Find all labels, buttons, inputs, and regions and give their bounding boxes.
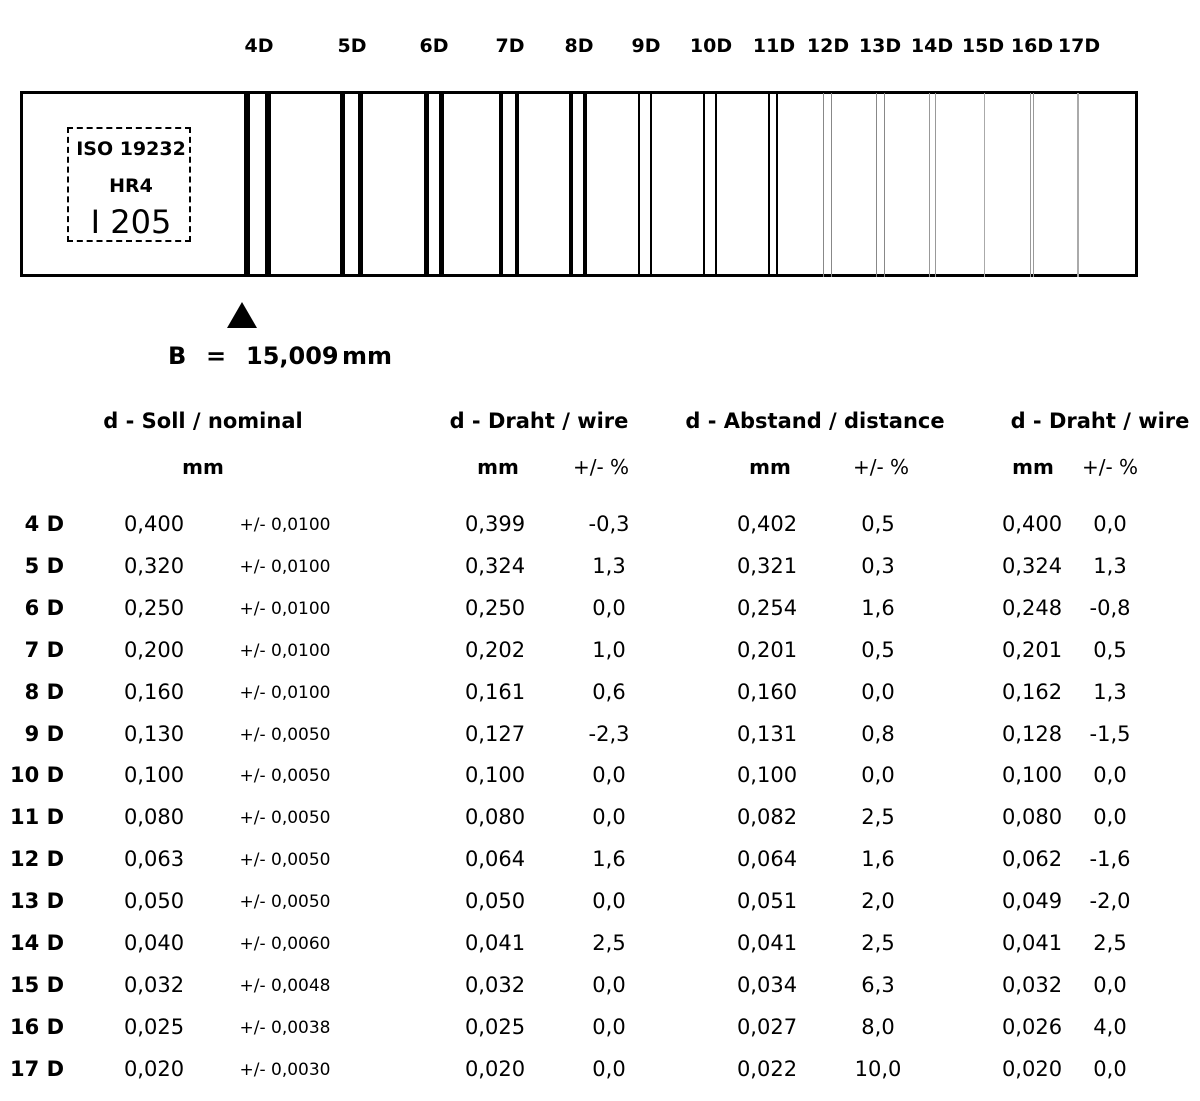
wire1-pct: 0,0 (592, 763, 626, 788)
tolerance-value: +/- 0,0100 (239, 556, 331, 577)
distance-pct: 1,6 (861, 595, 895, 620)
nominal-value: 0,250 (123, 595, 185, 620)
wire-line (776, 93, 778, 277)
row-label: 10 D (10, 763, 64, 788)
wire2-pct: 0,5 (1093, 637, 1127, 662)
measurement-symbol: B (168, 342, 187, 370)
distance-mm: 0,131 (736, 721, 798, 746)
wire1-mm: 0,399 (464, 512, 526, 536)
wire2-pct: 0,0 (1093, 972, 1127, 997)
wire1-pct: 0,0 (592, 595, 626, 620)
wire2-mm: 0,062 (1001, 847, 1063, 872)
wire-line (638, 93, 640, 277)
row-label: 16 D (10, 1014, 64, 1039)
wire1-mm: 0,064 (464, 847, 526, 872)
distance-mm: 0,022 (736, 1056, 798, 1081)
wire-label: 15D (961, 35, 1005, 57)
wire-line (1033, 93, 1034, 277)
wire-line (984, 93, 985, 277)
wire2-pct: -2,0 (1089, 889, 1131, 914)
distance-mm: 0,027 (736, 1014, 798, 1039)
wire2-mm: 0,201 (1001, 637, 1063, 662)
tolerance-value: +/- 0,0050 (239, 724, 331, 745)
measurement-value: 15,009 (246, 342, 339, 370)
wire1-pct: 2,5 (592, 931, 626, 955)
wire2-mm: 0,026 (1001, 1014, 1063, 1039)
wire-line (424, 93, 429, 277)
arrow-up-icon (227, 302, 257, 328)
header-wire-1: d - Draht / wire (449, 409, 629, 433)
stamp-type: HR4 (109, 175, 153, 197)
iso-stamp-box (67, 127, 191, 242)
wire-line (929, 93, 930, 277)
wire-label: 11D (752, 35, 796, 57)
tolerance-value: +/- 0,0050 (239, 766, 331, 787)
wire2-mm: 0,162 (1001, 679, 1063, 704)
wire-label: 7D (495, 35, 525, 57)
row-label: 13 D (10, 889, 64, 914)
tolerance-value: +/- 0,0050 (239, 808, 331, 829)
tolerance-value: +/- 0,0050 (239, 850, 331, 871)
tolerance-value: +/- 0,0100 (239, 598, 331, 619)
tolerance-value: +/- 0,0050 (239, 892, 331, 913)
wire1-mm: 0,324 (464, 553, 526, 578)
wire-line (703, 93, 705, 277)
nominal-value: 0,320 (123, 553, 185, 578)
tolerance-value: +/- 0,0060 (239, 934, 331, 954)
unit-distance-mm: mm (749, 455, 791, 479)
wire2-pct: 2,5 (1093, 931, 1127, 955)
stamp-standard: ISO 19232 (76, 138, 186, 160)
wire-label: 9D (631, 35, 661, 57)
wire-label: 4D (244, 35, 274, 57)
measurement-unit: mm (342, 342, 393, 370)
wire1-pct: -2,3 (588, 721, 630, 746)
nominal-value: 0,040 (123, 931, 185, 955)
row-label: 4 D (24, 512, 64, 536)
distance-mm: 0,041 (736, 931, 798, 955)
nominal-value: 0,032 (123, 972, 185, 997)
row-label: 17 D (10, 1056, 64, 1081)
wire-line (876, 93, 877, 277)
wire-line (935, 93, 936, 277)
distance-mm: 0,254 (736, 595, 798, 620)
wire-line (650, 93, 652, 277)
distance-mm: 0,321 (736, 553, 798, 578)
wire-line (583, 93, 587, 277)
tolerance-value: +/- 0,0100 (239, 682, 331, 703)
measurement-equals: = (206, 342, 227, 370)
wire1-mm: 0,020 (464, 1056, 526, 1081)
wire1-pct: 0,0 (592, 805, 626, 830)
wire-label: 5D (337, 35, 367, 57)
nominal-value: 0,063 (123, 847, 185, 872)
distance-mm: 0,082 (736, 805, 798, 830)
nominal-value: 0,160 (123, 679, 185, 704)
wire-line (499, 93, 503, 277)
wire-line (831, 93, 832, 277)
wire2-mm: 0,041 (1001, 931, 1063, 955)
tolerance-value: +/- 0,0038 (239, 1017, 331, 1038)
wire1-pct: 0,0 (592, 1014, 626, 1039)
wire2-mm: 0,128 (1001, 721, 1063, 746)
nominal-value: 0,050 (123, 889, 185, 914)
wire2-pct: 0,0 (1093, 763, 1127, 788)
wire-line (1030, 93, 1031, 277)
distance-pct: 0,5 (861, 512, 895, 536)
wire2-mm: 0,020 (1001, 1056, 1063, 1081)
wire-label: 8D (564, 35, 594, 57)
wire2-mm: 0,324 (1001, 553, 1063, 578)
distance-pct: 2,0 (861, 889, 895, 914)
wire1-pct: -0,3 (588, 512, 630, 536)
distance-mm: 0,100 (736, 763, 798, 788)
nominal-value: 0,020 (123, 1056, 185, 1081)
header-wire-2: d - Draht / wire (1010, 409, 1190, 433)
row-label: 15 D (10, 972, 64, 997)
distance-pct: 1,6 (861, 847, 895, 872)
distance-mm: 0,034 (736, 972, 798, 997)
row-label: 14 D (10, 931, 64, 955)
wire-label: 16D (1010, 35, 1054, 57)
wire-label: 6D (419, 35, 449, 57)
wire2-pct: 4,0 (1093, 1014, 1127, 1039)
wire-line (1077, 93, 1079, 277)
nominal-value: 0,080 (123, 805, 185, 830)
distance-pct: 0,0 (861, 763, 895, 788)
distance-pct: 10,0 (854, 1056, 902, 1081)
wire-line (515, 93, 519, 277)
wire2-pct: 0,0 (1093, 512, 1127, 536)
wire1-mm: 0,050 (464, 889, 526, 914)
tolerance-value: +/- 0,0030 (239, 1059, 331, 1080)
wire1-pct: 1,6 (592, 847, 626, 872)
wire1-mm: 0,025 (464, 1014, 526, 1039)
nominal-value: 0,025 (123, 1014, 185, 1039)
wire2-mm: 0,080 (1001, 805, 1063, 830)
unit-wire2-pct: +/- % (1081, 455, 1139, 479)
tolerance-value: +/- 0,0100 (239, 515, 331, 535)
header-distance: d - Abstand / distance (685, 409, 945, 433)
wire1-mm: 0,032 (464, 972, 526, 997)
wire1-pct: 0,0 (592, 972, 626, 997)
unit-distance-pct: +/- % (852, 455, 910, 479)
wire-line (358, 93, 363, 277)
wire-label: 13D (858, 35, 902, 57)
row-label: 11 D (10, 805, 64, 830)
wire2-mm: 0,100 (1001, 763, 1063, 788)
wire1-mm: 0,250 (464, 595, 526, 620)
wire-line (340, 93, 345, 277)
row-label: 8 D (24, 679, 64, 704)
row-label: 5 D (24, 553, 64, 578)
wire1-pct: 1,3 (592, 553, 626, 578)
row-label: 9 D (24, 721, 64, 746)
distance-pct: 2,5 (861, 805, 895, 830)
distance-pct: 8,0 (861, 1014, 895, 1039)
wire-label: 14D (910, 35, 954, 57)
unit-wire1-pct: +/- % (572, 455, 630, 479)
wire2-pct: 0,0 (1093, 1056, 1127, 1081)
wire2-pct: 0,0 (1093, 805, 1127, 830)
wire-line (569, 93, 573, 277)
wire-line (265, 93, 271, 277)
distance-mm: 0,402 (736, 512, 798, 536)
wire-line (823, 93, 824, 277)
wire2-mm: 0,400 (1001, 512, 1063, 536)
distance-pct: 2,5 (861, 931, 895, 955)
unit-nominal-mm: mm (182, 455, 224, 479)
unit-wire2-mm: mm (1012, 455, 1054, 479)
wire-label: 12D (806, 35, 850, 57)
distance-mm: 0,160 (736, 679, 798, 704)
wire1-pct: 0,0 (592, 889, 626, 914)
row-label: 12 D (10, 847, 64, 872)
distance-mm: 0,064 (736, 847, 798, 872)
distance-pct: 6,3 (861, 972, 895, 997)
wire-line (715, 93, 717, 277)
tolerance-value: +/- 0,0100 (239, 640, 331, 661)
wire2-mm: 0,032 (1001, 972, 1063, 997)
wire2-pct: -0,8 (1089, 595, 1131, 620)
wire-line (244, 93, 250, 277)
wire2-mm: 0,049 (1001, 889, 1063, 914)
distance-mm: 0,051 (736, 889, 798, 914)
nominal-value: 0,130 (123, 721, 185, 746)
wire1-mm: 0,100 (464, 763, 526, 788)
unit-wire1-mm: mm (477, 455, 519, 479)
wire1-mm: 0,127 (464, 721, 526, 746)
wire1-mm: 0,161 (464, 679, 526, 704)
distance-pct: 0,8 (861, 721, 895, 746)
wire-line (884, 93, 885, 277)
distance-pct: 0,3 (861, 553, 895, 578)
wire2-pct: -1,6 (1089, 847, 1131, 872)
wire2-pct: -1,5 (1089, 721, 1131, 746)
wire1-pct: 0,0 (592, 1056, 626, 1081)
wire-line (768, 93, 770, 277)
nominal-value: 0,100 (123, 763, 185, 788)
wire1-pct: 1,0 (592, 637, 626, 662)
row-label: 6 D (24, 595, 64, 620)
stamp-serial: I 205 (90, 203, 172, 241)
wire-label: 17D (1057, 35, 1101, 57)
wire1-mm: 0,041 (464, 931, 526, 955)
wire2-mm: 0,248 (1001, 595, 1063, 620)
wire1-mm: 0,080 (464, 805, 526, 830)
wire-label: 10D (689, 35, 733, 57)
distance-mm: 0,201 (736, 637, 798, 662)
distance-pct: 0,0 (861, 679, 895, 704)
header-nominal: d - Soll / nominal (103, 409, 303, 433)
tolerance-value: +/- 0,0048 (239, 975, 331, 996)
wire1-mm: 0,202 (464, 637, 526, 662)
wire1-pct: 0,6 (592, 679, 626, 704)
wire2-pct: 1,3 (1093, 553, 1127, 578)
nominal-value: 0,200 (123, 637, 185, 662)
row-label: 7 D (24, 637, 64, 662)
nominal-value: 0,400 (123, 512, 185, 536)
wire2-pct: 1,3 (1093, 679, 1127, 704)
distance-pct: 0,5 (861, 637, 895, 662)
wire-line (439, 93, 444, 277)
